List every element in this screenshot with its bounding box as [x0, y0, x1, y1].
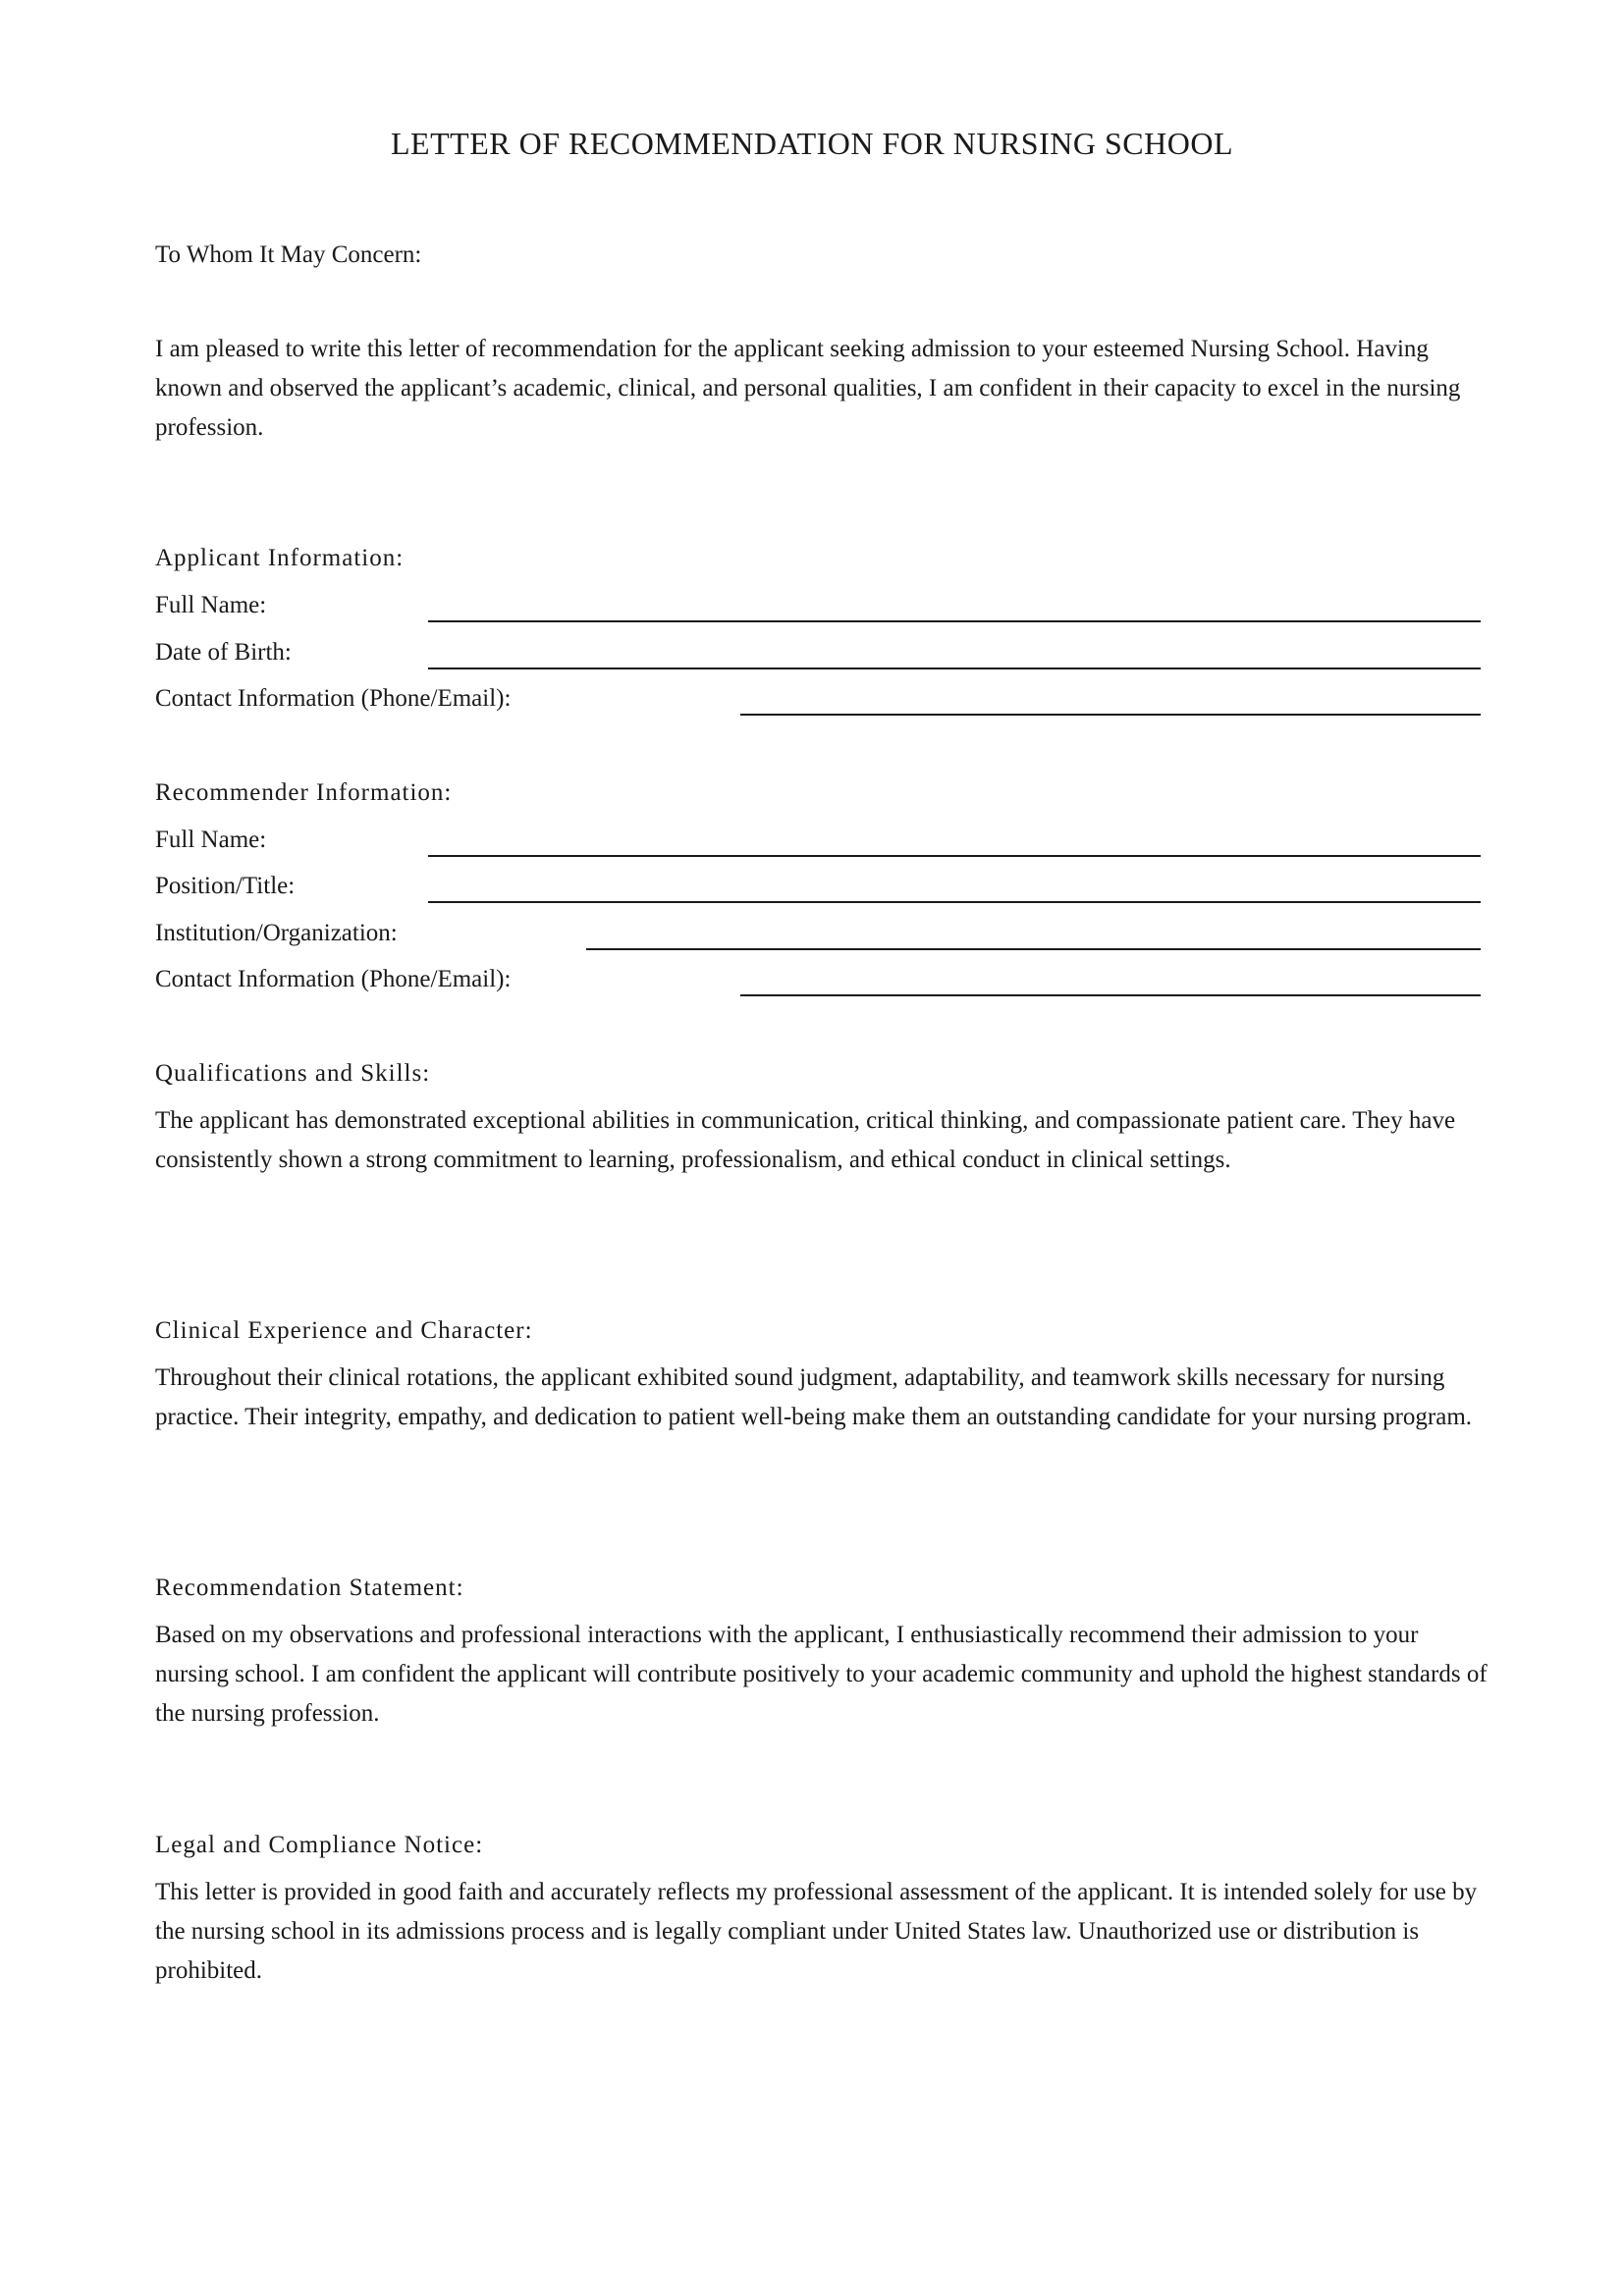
- statement-heading: Recommendation Statement:: [155, 1575, 464, 1601]
- applicant-full-name-field[interactable]: [428, 620, 1481, 622]
- recommender-institution-field[interactable]: [586, 948, 1481, 950]
- recommender-info-heading: Recommender Information:: [155, 779, 453, 806]
- applicant-full-name-label: Full Name:: [155, 592, 267, 618]
- recommender-institution-label: Institution/Organization:: [155, 920, 398, 946]
- clinical-heading: Clinical Experience and Character:: [155, 1317, 533, 1344]
- recommender-position-field[interactable]: [428, 901, 1481, 903]
- legal-heading: Legal and Compliance Notice:: [155, 1832, 484, 1858]
- clinical-paragraph: [155, 1359, 1490, 1437]
- salutation: To Whom It May Concern:: [155, 241, 422, 268]
- applicant-info-heading: Applicant Information:: [155, 545, 405, 571]
- recommender-contact-label: Contact Information (Phone/Email):: [155, 966, 512, 992]
- qualifications-heading: Qualifications and Skills:: [155, 1060, 431, 1087]
- document-title: LETTER OF RECOMMENDATION FOR NURSING SCHOOL: [391, 126, 1233, 161]
- recommender-position-label: Position/Title:: [155, 873, 296, 899]
- statement-paragraph: [155, 1616, 1490, 1734]
- legal-paragraph: [155, 1873, 1490, 1991]
- qualifications-paragraph: [155, 1101, 1490, 1180]
- applicant-contact-field[interactable]: [740, 714, 1481, 716]
- qualifications-text: The applicant has demonstrated exceptional abilities in communication, critical thinking, and compassionate patient care. They have consistently shown a strong commitment to learning, professionalism, and ethical conduct in clinical settings.: [155, 1107, 1456, 1173]
- statement-text: Based on my observations and professional interactions with the applicant, I enthusiastically recommend their admission to your nursing school. I am confident the applicant will contribute positively to your academic community and uphold the highest standards of the nursing profession.: [155, 1622, 1488, 1727]
- intro-paragraph: [155, 330, 1490, 448]
- intro-text: I am pleased to write this letter of recommendation for the applicant seeking admission to your esteemed Nursing School. Having known and observed the applicant’s academic, clinical, and personal qualities, I am confident in their capacity to excel in the nursing profession.: [155, 336, 1461, 441]
- recommender-contact-field[interactable]: [740, 994, 1481, 996]
- legal-text: This letter is provided in good faith and accurately reflects my professional assessment of the applicant. It is intended solely for use by the nursing school in its admissions process and is legally compliant under United States law. Unauthorized use or distribution is prohibited.: [155, 1879, 1478, 1984]
- recommender-full-name-field[interactable]: [428, 855, 1481, 857]
- clinical-text: Throughout their clinical rotations, the applicant exhibited sound judgment, adaptability, and teamwork skills necessary for nursing practice. Their integrity, empathy, and dedication to patient well-being make them an outstanding candidate for your nursing program.: [155, 1364, 1473, 1430]
- recommender-full-name-label: Full Name:: [155, 827, 267, 853]
- applicant-contact-label: Contact Information (Phone/Email):: [155, 685, 512, 712]
- applicant-dob-label: Date of Birth:: [155, 639, 292, 666]
- applicant-dob-field[interactable]: [428, 667, 1481, 669]
